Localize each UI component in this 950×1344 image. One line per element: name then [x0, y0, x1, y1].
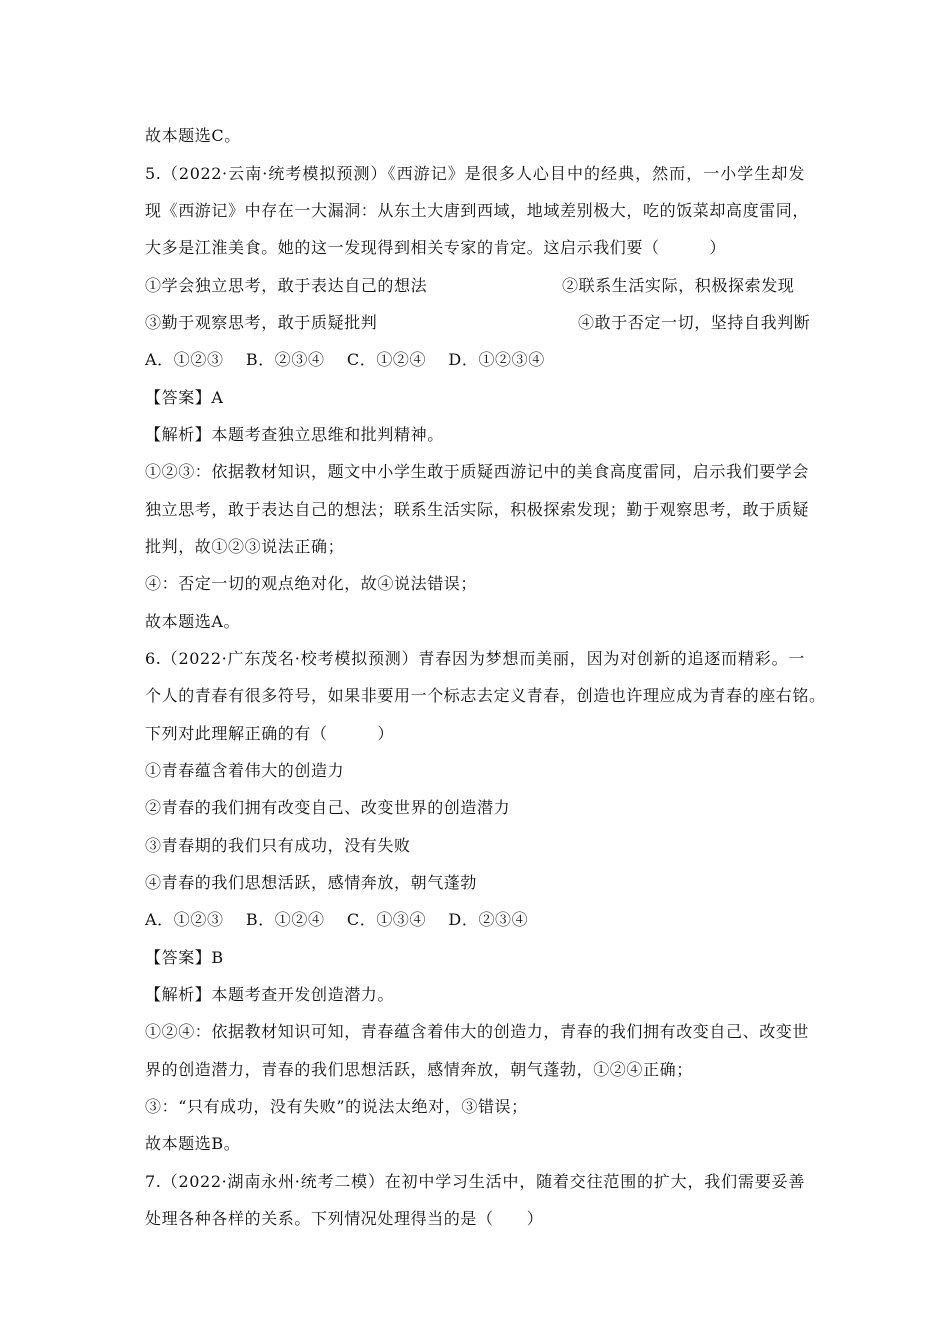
q5-statement-3: ③勤于观察思考，敢于质疑批判	[145, 313, 378, 332]
q6-statement-4: ④青春的我们思想活跃，感情奔放，朝气蓬勃	[145, 873, 478, 892]
q6-statement-2: ②青春的我们拥有改变自己、改变世界的创造潜力	[145, 798, 511, 817]
q6-conclusion: 故本题选B。	[145, 1134, 241, 1153]
q6-stem-line-2: 个人的青春有很多符号，如果非要用一个标志去定义青春，创造也许理应成为青春的座右铭。	[145, 686, 826, 705]
q5-answer: 【答案】A	[145, 388, 224, 407]
q6-statement-1: ①青春蕴含着伟大的创造力	[145, 761, 345, 780]
q5-stem-line-1: 5.（2022·云南·统考模拟预测）《西游记》是很多人心目中的经典，然而，一小学生却发	[145, 164, 805, 183]
q5-stem-line-2: 现《西游记》中存在一大漏洞：从东土大唐到西域，地域差别极大，吃的饭菜却高度雷同，	[145, 201, 810, 220]
q4-conclusion: 故本题选C。	[145, 126, 241, 145]
q6-analysis-line-2: 界的创造潜力，青春的我们思想活跃，感情奔放，朝气蓬勃，①②④正确；	[145, 1060, 693, 1079]
q5-options: A．①②③ B．②③④ C．①②④ D．①②③④	[145, 350, 545, 369]
q6-analysis-line-3: ③：“只有成功，没有失败”的说法太绝对，③错误；	[145, 1097, 528, 1116]
q5-analysis-line-2: 独立思考，敢于表达自己的想法；联系生活实际，积极探索发现；勤于观察思考，敢于质疑	[145, 500, 810, 519]
q5-analysis-title: 【解析】本题考查独立思维和批判精神。	[145, 425, 444, 444]
q5-conclusion: 故本题选A。	[145, 612, 241, 631]
q6-answer: 【答案】B	[145, 948, 224, 967]
q5-statement-4: ④敢于否定一切，坚持自我判断	[578, 313, 811, 332]
q5-statement-2: ②联系生活实际，积极探索发现	[562, 276, 795, 295]
q5-analysis-line-1: ①②③：依据教材知识，题文中小学生敢于质疑西游记中的美食高度雷同，启示我们要学会	[145, 462, 810, 481]
q5-analysis-line-3: 批判，故①②③说法正确；	[145, 537, 345, 556]
q5-statement-1: ①学会独立思考，敢于表达自己的想法	[145, 276, 428, 295]
q5-analysis-line-4: ④：否定一切的观点绝对化，故④说法错误；	[145, 574, 478, 593]
q6-stem-line-1: 6.（2022·广东茂名·校考模拟预测）青春因为梦想而美丽，因为对创新的追逐而精彩。一	[145, 649, 805, 668]
q7-stem-line-1: 7.（2022·湖南永州·统考二模）在初中学习生活中，随着交往范围的扩大，我们需要妥善	[145, 1172, 805, 1191]
q5-stem-line-3: 大多是江淮美食。她的这一发现得到相关专家的肯定。这启示我们要（ ）	[145, 238, 727, 257]
q6-analysis-line-1: ①②④：依据教材知识可知，青春蕴含着伟大的创造力，青春的我们拥有改变自己、改变世	[145, 1022, 810, 1041]
q6-options: A．①②③ B．①②④ C．①③④ D．②③④	[145, 910, 529, 929]
q6-analysis-title: 【解析】本题考查开发创造潜力。	[145, 985, 395, 1004]
q6-stem-line-3: 下列对此理解正确的有（ ）	[145, 724, 395, 743]
q7-stem-line-2: 处理各种各样的关系。下列情况处理得当的是（ ）	[145, 1209, 544, 1228]
q6-statement-3: ③青春期的我们只有成功，没有失败	[145, 836, 411, 855]
